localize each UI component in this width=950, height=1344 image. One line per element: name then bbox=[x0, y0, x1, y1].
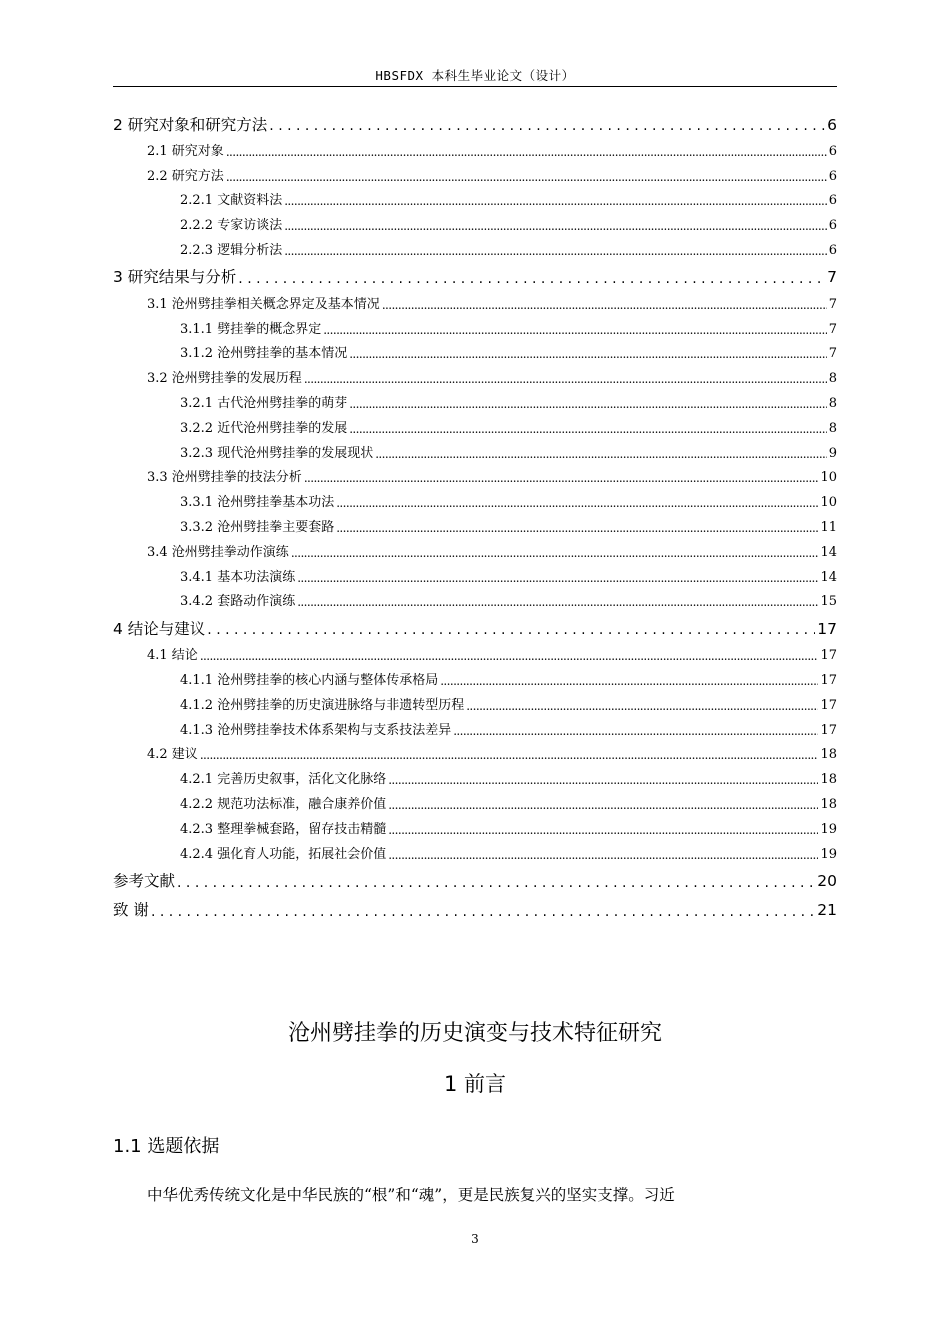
toc-entry-title: 4.1.3 沧州劈挂拳技术体系架构与支系技法差异 bbox=[180, 722, 452, 738]
toc-entry-page: 20 bbox=[817, 872, 837, 891]
toc-entry[interactable] bbox=[113, 133, 837, 158]
toc-dot-leader bbox=[284, 244, 827, 257]
toc-entry-title: 3.3.2 沧州劈挂拳主要套路 bbox=[180, 519, 335, 535]
toc-entry[interactable] bbox=[113, 584, 837, 609]
toc-entry[interactable] bbox=[113, 336, 837, 361]
toc-entry-title: 3.3.1 沧州劈挂拳基本功法 bbox=[180, 495, 335, 511]
toc-entry-title: 3.2.2 近代沧州劈挂拳的发展 bbox=[180, 420, 348, 436]
toc-entry-title: 4 结论与建议 bbox=[113, 619, 206, 638]
toc-entry-page: 19 bbox=[820, 821, 837, 837]
toc-entry-title: 3.1.2 沧州劈挂拳的基本情况 bbox=[180, 346, 348, 362]
toc-entry[interactable] bbox=[113, 360, 837, 385]
toc-entry-title: 2.1 研究对象 bbox=[147, 143, 224, 159]
toc-entry-title: 致 谢 bbox=[113, 901, 149, 920]
toc-entry[interactable] bbox=[113, 385, 837, 410]
toc-entry[interactable] bbox=[113, 484, 837, 509]
toc-entry-title: 3.1.1 劈挂拳的概念界定 bbox=[180, 321, 322, 337]
toc-entry-page: 19 bbox=[820, 846, 837, 862]
toc-entry-page: 8 bbox=[828, 371, 837, 387]
toc-entry-page: 10 bbox=[820, 495, 837, 511]
toc-entry-title: 3 研究结果与分析 bbox=[113, 268, 237, 287]
toc-entry-title: 2.2.2 专家访谈法 bbox=[180, 218, 283, 234]
toc-entry-page: 7 bbox=[828, 321, 837, 337]
toc-entry-page: 6 bbox=[828, 242, 837, 258]
toc-entry-title: 3.2.3 现代沧州劈挂拳的发展现状 bbox=[180, 445, 374, 461]
toc-entry-page: 18 bbox=[820, 747, 837, 763]
toc-entry[interactable] bbox=[113, 894, 837, 919]
toc-dot-leader bbox=[349, 422, 827, 435]
toc-entry-page: 17 bbox=[820, 697, 837, 713]
toc-entry-page: 9 bbox=[828, 445, 837, 461]
toc-dot-leader bbox=[440, 674, 818, 687]
toc-entry-title: 3.1 沧州劈挂拳相关概念界定及基本情况 bbox=[147, 296, 380, 312]
toc-dot-leader bbox=[226, 170, 827, 183]
toc-entry-title: 3.4.1 基本功法演练 bbox=[180, 569, 296, 585]
toc-dot-leader bbox=[177, 874, 815, 890]
toc-entry[interactable] bbox=[113, 761, 837, 786]
toc-entry-title: 3.2.1 古代沧州劈挂拳的萌芽 bbox=[180, 395, 348, 411]
toc-entry-title: 参考文献 bbox=[113, 872, 176, 891]
toc-entry[interactable] bbox=[113, 687, 837, 712]
toc-entry-page: 17 bbox=[817, 619, 837, 638]
toc-entry[interactable] bbox=[113, 232, 837, 257]
toc-entry[interactable] bbox=[113, 786, 837, 811]
section-heading: 1.1 选题依据 bbox=[113, 1136, 220, 1157]
toc-entry-page: 6 bbox=[828, 143, 837, 159]
toc-dot-leader bbox=[388, 823, 818, 836]
toc-entry-page: 7 bbox=[828, 346, 837, 362]
toc-entry[interactable] bbox=[113, 286, 837, 311]
toc-entry-page: 17 bbox=[820, 648, 837, 664]
toc-dot-leader bbox=[284, 219, 827, 232]
toc-entry-page: 6 bbox=[828, 168, 837, 184]
toc-entry-title: 4.1.2 沧州劈挂拳的历史演进脉络与非遗转型历程 bbox=[180, 697, 465, 713]
toc-entry-title: 4.1 结论 bbox=[147, 648, 198, 664]
toc-entry[interactable] bbox=[113, 637, 837, 662]
toc-entry-page: 8 bbox=[828, 420, 837, 436]
toc-dot-leader bbox=[238, 270, 825, 286]
toc-entry-page: 15 bbox=[820, 594, 837, 610]
toc-entry[interactable] bbox=[113, 460, 837, 485]
toc-entry-page: 7 bbox=[827, 268, 837, 287]
table-of-contents bbox=[113, 104, 837, 919]
toc-entry-page: 18 bbox=[820, 796, 837, 812]
toc-entry[interactable] bbox=[113, 509, 837, 534]
toc-entry-title: 4.2.1 完善历史叙事，活化文化脉络 bbox=[180, 772, 387, 788]
running-header: HBSFDX 本科生毕业论文（设计） bbox=[375, 68, 575, 83]
toc-entry-page: 6 bbox=[828, 218, 837, 234]
toc-entry-title: 3.4 沧州劈挂拳动作演练 bbox=[147, 544, 289, 560]
toc-entry-title: 4.2.3 整理拳械套路，留存技击精髓 bbox=[180, 821, 387, 837]
toc-dot-leader bbox=[466, 699, 818, 712]
toc-entry-page: 10 bbox=[820, 470, 837, 486]
toc-entry-title: 3.2 沧州劈挂拳的发展历程 bbox=[147, 371, 302, 387]
toc-entry[interactable] bbox=[113, 207, 837, 232]
toc-entry[interactable] bbox=[113, 836, 837, 861]
toc-entry-title: 3.4.2 套路动作演练 bbox=[180, 594, 296, 610]
toc-entry[interactable] bbox=[113, 435, 837, 460]
toc-entry-title: 4.1.1 沧州劈挂拳的核心内涵与整体传承格局 bbox=[180, 672, 439, 688]
toc-dot-leader bbox=[388, 798, 818, 811]
toc-dot-leader bbox=[151, 903, 815, 919]
toc-entry-title: 2.2.3 逻辑分析法 bbox=[180, 242, 283, 258]
toc-entry-page: 21 bbox=[817, 901, 837, 920]
header-rule bbox=[113, 86, 837, 87]
toc-entry-page: 7 bbox=[828, 296, 837, 312]
toc-dot-leader bbox=[200, 748, 819, 761]
toc-dot-leader bbox=[336, 496, 818, 509]
toc-entry-page: 17 bbox=[820, 722, 837, 738]
toc-entry-title: 2 研究对象和研究方法 bbox=[113, 115, 268, 134]
body-paragraph: 中华优秀传统文化是中华民族的“根”和“魂”，更是民族复兴的坚实支撑。习近 bbox=[147, 1186, 675, 1204]
toc-entry[interactable] bbox=[113, 261, 837, 286]
toc-dot-leader bbox=[269, 118, 825, 134]
toc-dot-leader bbox=[323, 323, 827, 336]
toc-entry[interactable] bbox=[113, 183, 837, 208]
toc-entry-title: 3.3 沧州劈挂拳的技法分析 bbox=[147, 470, 302, 486]
toc-entry[interactable] bbox=[113, 712, 837, 737]
toc-entry-title: 4.2.2 规范功法标准，融合康养价值 bbox=[180, 796, 387, 812]
toc-entry[interactable] bbox=[113, 662, 837, 687]
toc-entry-page: 17 bbox=[820, 672, 837, 688]
toc-dot-leader bbox=[382, 298, 827, 311]
toc-dot-leader bbox=[388, 773, 818, 786]
toc-dot-leader bbox=[226, 145, 827, 158]
toc-dot-leader bbox=[304, 471, 819, 484]
toc-entry-title: 2.2 研究方法 bbox=[147, 168, 224, 184]
toc-dot-leader bbox=[375, 447, 827, 460]
toc-dot-leader bbox=[284, 194, 827, 207]
toc-entry-title: 4.2.4 强化育人功能，拓展社会价值 bbox=[180, 846, 387, 862]
toc-entry-page: 14 bbox=[820, 544, 837, 560]
toc-entry-title: 4.2 建议 bbox=[147, 747, 198, 763]
toc-entry[interactable] bbox=[113, 311, 837, 336]
toc-dot-leader bbox=[297, 571, 818, 584]
toc-dot-leader bbox=[207, 622, 815, 638]
toc-entry[interactable] bbox=[113, 559, 837, 584]
toc-dot-leader bbox=[349, 347, 827, 360]
toc-entry[interactable] bbox=[113, 811, 837, 836]
toc-dot-leader bbox=[388, 848, 818, 861]
toc-entry-page: 8 bbox=[828, 395, 837, 411]
page-number: 3 bbox=[471, 1232, 479, 1246]
toc-entry-page: 11 bbox=[820, 519, 837, 535]
toc-dot-leader bbox=[336, 521, 818, 534]
toc-dot-leader bbox=[453, 724, 818, 737]
toc-entry[interactable] bbox=[113, 158, 837, 183]
toc-dot-leader bbox=[304, 372, 827, 385]
toc-entry-page: 6 bbox=[828, 193, 837, 209]
toc-dot-leader bbox=[349, 397, 827, 410]
chapter-heading: 1 前言 bbox=[443, 1072, 507, 1096]
toc-entry-page: 18 bbox=[820, 772, 837, 788]
toc-entry[interactable] bbox=[113, 108, 837, 133]
toc-entry[interactable] bbox=[113, 534, 837, 559]
toc-dot-leader bbox=[291, 546, 819, 559]
thesis-title: 沧州劈挂拳的历史演变与技术特征研究 bbox=[287, 1021, 662, 1046]
toc-entry[interactable] bbox=[113, 865, 837, 890]
toc-dot-leader bbox=[200, 649, 819, 662]
toc-entry-page: 14 bbox=[820, 569, 837, 585]
toc-dot-leader bbox=[297, 595, 818, 608]
toc-entry-title: 2.2.1 文献资料法 bbox=[180, 193, 283, 209]
toc-entry[interactable] bbox=[113, 737, 837, 762]
toc-entry[interactable] bbox=[113, 410, 837, 435]
toc-entry[interactable] bbox=[113, 612, 837, 637]
toc-entry-page: 6 bbox=[827, 115, 837, 134]
